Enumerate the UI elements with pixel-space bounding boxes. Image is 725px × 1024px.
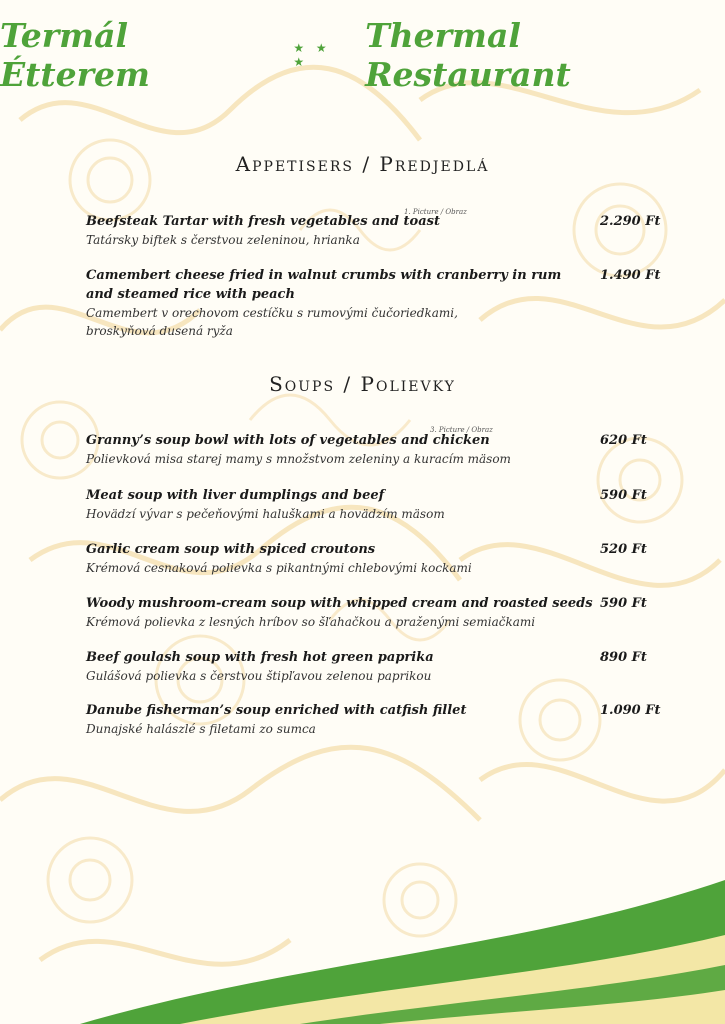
menu-item [86, 486, 661, 523]
item-price: 890 Ft [600, 650, 647, 665]
item-price: 1.490 Ft [600, 268, 661, 283]
item-name-en-line1: Camembert cheese fried in walnut crumbs with cranberry in rum [86, 268, 562, 283]
item-price: 1.090 Ft [600, 703, 661, 718]
header-title-hu: Termál Étterem [0, 16, 150, 94]
item-name-en: Garlic cream soup with spiced croutons [86, 542, 376, 557]
item-price: 2.290 Ft [600, 214, 661, 229]
menu-item [86, 701, 661, 738]
item-name-sk: Gulášová polievka s čerstvou štipľavou zelenou paprikou [86, 669, 432, 683]
item-price: 620 Ft [600, 433, 647, 448]
restaurant-header [0, 16, 725, 94]
item-name-en: Danube fisherman’s soup enriched with catfish fillet [86, 703, 467, 718]
appetisers-section-title: Appetisers / Predjedlá [235, 152, 490, 176]
menu-item [86, 266, 661, 340]
item-name-en-line2: and steamed rice with peach [86, 287, 295, 302]
item-name-en: Meat soup with liver dumplings and beef [86, 488, 385, 503]
item-name-en: Granny’s soup bowl with lots of vegetables and chicken [86, 433, 490, 448]
item-name-en: Woody mushroom-cream soup with whipped cream and roasted seeds [86, 596, 593, 611]
item-name-sk: Dunajské halászlé s filetami zo sumca [86, 722, 316, 736]
item-name-sk-line2: broskyňová dusená ryža [86, 324, 233, 338]
item-name-sk: Hovädzí vývar s pečeňovými haluškami a hovädzím mäsom [86, 507, 445, 521]
item-price: 520 Ft [600, 542, 647, 557]
picture-note: 3. Picture / Obraz [430, 426, 493, 434]
header-title-en: Thermal Restaurant [365, 16, 571, 94]
item-price: 590 Ft [600, 488, 647, 503]
picture-note: 1. Picture / Obraz [404, 208, 467, 216]
item-name-en: Beefsteak Tartar with fresh vegetables and toast [86, 214, 440, 229]
item-price: 590 Ft [600, 596, 647, 611]
item-name-en: Beef goulash soup with fresh hot green paprika [86, 650, 434, 665]
item-name-sk: Polievková misa starej mamy s množstvom zeleniny a kuracím mäsom [86, 452, 511, 466]
menu-item [86, 648, 661, 685]
menu-item [86, 540, 661, 577]
header-stars: ★ ★ ★ [293, 41, 331, 69]
menu-item [86, 431, 661, 468]
soups-section-title: Soups / Polievky [269, 372, 456, 396]
item-name-sk-line1: Camembert v orechovom cestíčku s rumovými čučoriedkami, [86, 306, 458, 320]
item-name-sk: Krémová cesnaková polievka s pikantnými chlebovými kockami [86, 561, 472, 575]
item-name-sk: Tatársky biftek s čerstvou zeleninou, hrianka [86, 233, 360, 247]
menu-item [86, 212, 661, 249]
item-name-sk: Krémová polievka z lesných hríbov so šľahačkou a praženými semiačkami [86, 615, 536, 629]
menu-item [86, 594, 661, 631]
